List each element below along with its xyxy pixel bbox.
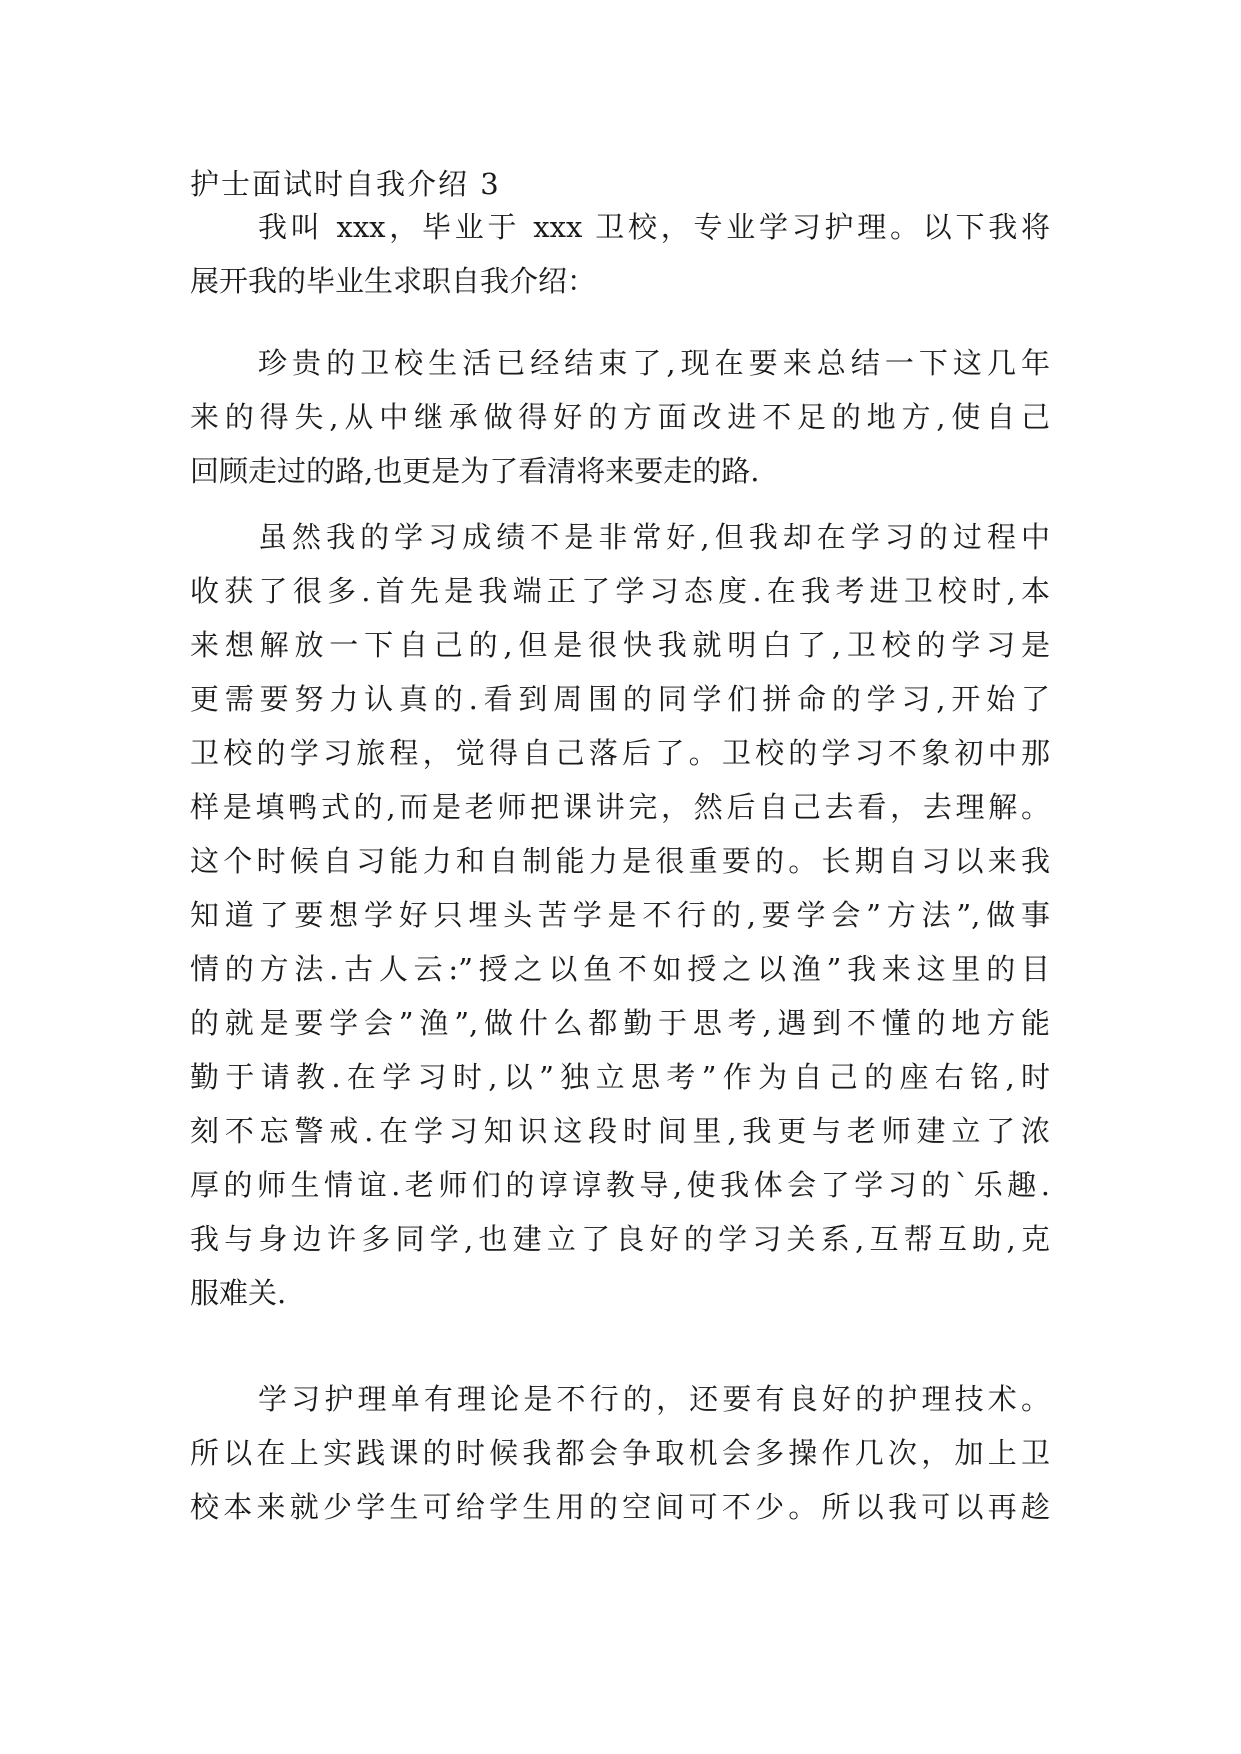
paragraph-line: 所以在上实践课的时候我都会争取机会多操作几次，加上卫 [190, 1436, 1050, 1470]
paragraph-2 [190, 336, 1050, 498]
paragraph-line: 珍贵的卫校生活已经结束了,现在要来总结一下这几年 [258, 346, 1050, 380]
paragraph-line: 展开我的毕业生求职自我介绍： [190, 264, 597, 298]
paragraph-line: 更需要努力认真的.看到周围的同学们拼命的学习,开始了 [190, 682, 1050, 716]
paragraph-line: 收获了很多.首先是我端正了学习态度.在我考进卫校时,本 [190, 574, 1050, 608]
paragraph-line: 厚的师生情谊.老师们的谆谆教导,使我体会了学习的`乐趣. [190, 1168, 1050, 1202]
paragraph-line: 勤于请教.在学习时,以”独立思考”作为自己的座右铭,时 [190, 1060, 1050, 1094]
paragraph-line: 知道了要想学好只埋头苦学是不行的,要学会”方法”,做事 [190, 898, 1050, 932]
paragraph-line: 卫校的学习旅程，觉得自己落后了。卫校的学习不象初中那 [190, 736, 1050, 770]
paragraph-3 [190, 510, 1050, 1320]
paragraph-line: 样是填鸭式的,而是老师把课讲完，然后自己去看，去理解。 [190, 790, 1050, 824]
paragraph-line: 学习护理单有理论是不行的，还要有良好的护理技术。 [258, 1382, 1050, 1416]
paragraph-line: 来的得失,从中继承做得好的方面改进不足的地方,使自己 [190, 400, 1050, 434]
paragraph-line: 校本来就少学生可给学生用的空间可不少。所以我可以再趁 [190, 1490, 1050, 1524]
paragraph-line: 情的方法.古人云:”授之以鱼不如授之以渔”我来这里的目 [190, 952, 1050, 986]
paragraph-4 [190, 1372, 1050, 1534]
paragraph-line: 虽然我的学习成绩不是非常好,但我却在学习的过程中 [258, 520, 1050, 554]
paragraph-line: 我与身边许多同学,也建立了良好的学习关系,互帮互助,克 [190, 1222, 1050, 1256]
paragraph-line: 刻不忘警戒.在学习知识这段时间里,我更与老师建立了浓 [190, 1114, 1050, 1148]
document-title: 护士面试时自我介绍 3 [190, 167, 501, 201]
paragraph-line: 来想解放一下自己的,但是很快我就明白了,卫校的学习是 [190, 628, 1050, 662]
paragraph-line: 这个时候自习能力和自制能力是很重要的。长期自习以来我 [190, 844, 1050, 878]
paragraph-line: 回顾走过的路,也更是为了看清将来要走的路. [190, 454, 760, 488]
paragraph-line: 的就是要学会”渔”,做什么都勤于思考,遇到不懂的地方能 [190, 1006, 1050, 1040]
paragraph-1 [190, 200, 1050, 308]
paragraph-line: 服难关. [190, 1276, 287, 1310]
paragraph-line: 我叫 xxx，毕业于 xxx 卫校，专业学习护理。以下我将 [258, 210, 1050, 244]
